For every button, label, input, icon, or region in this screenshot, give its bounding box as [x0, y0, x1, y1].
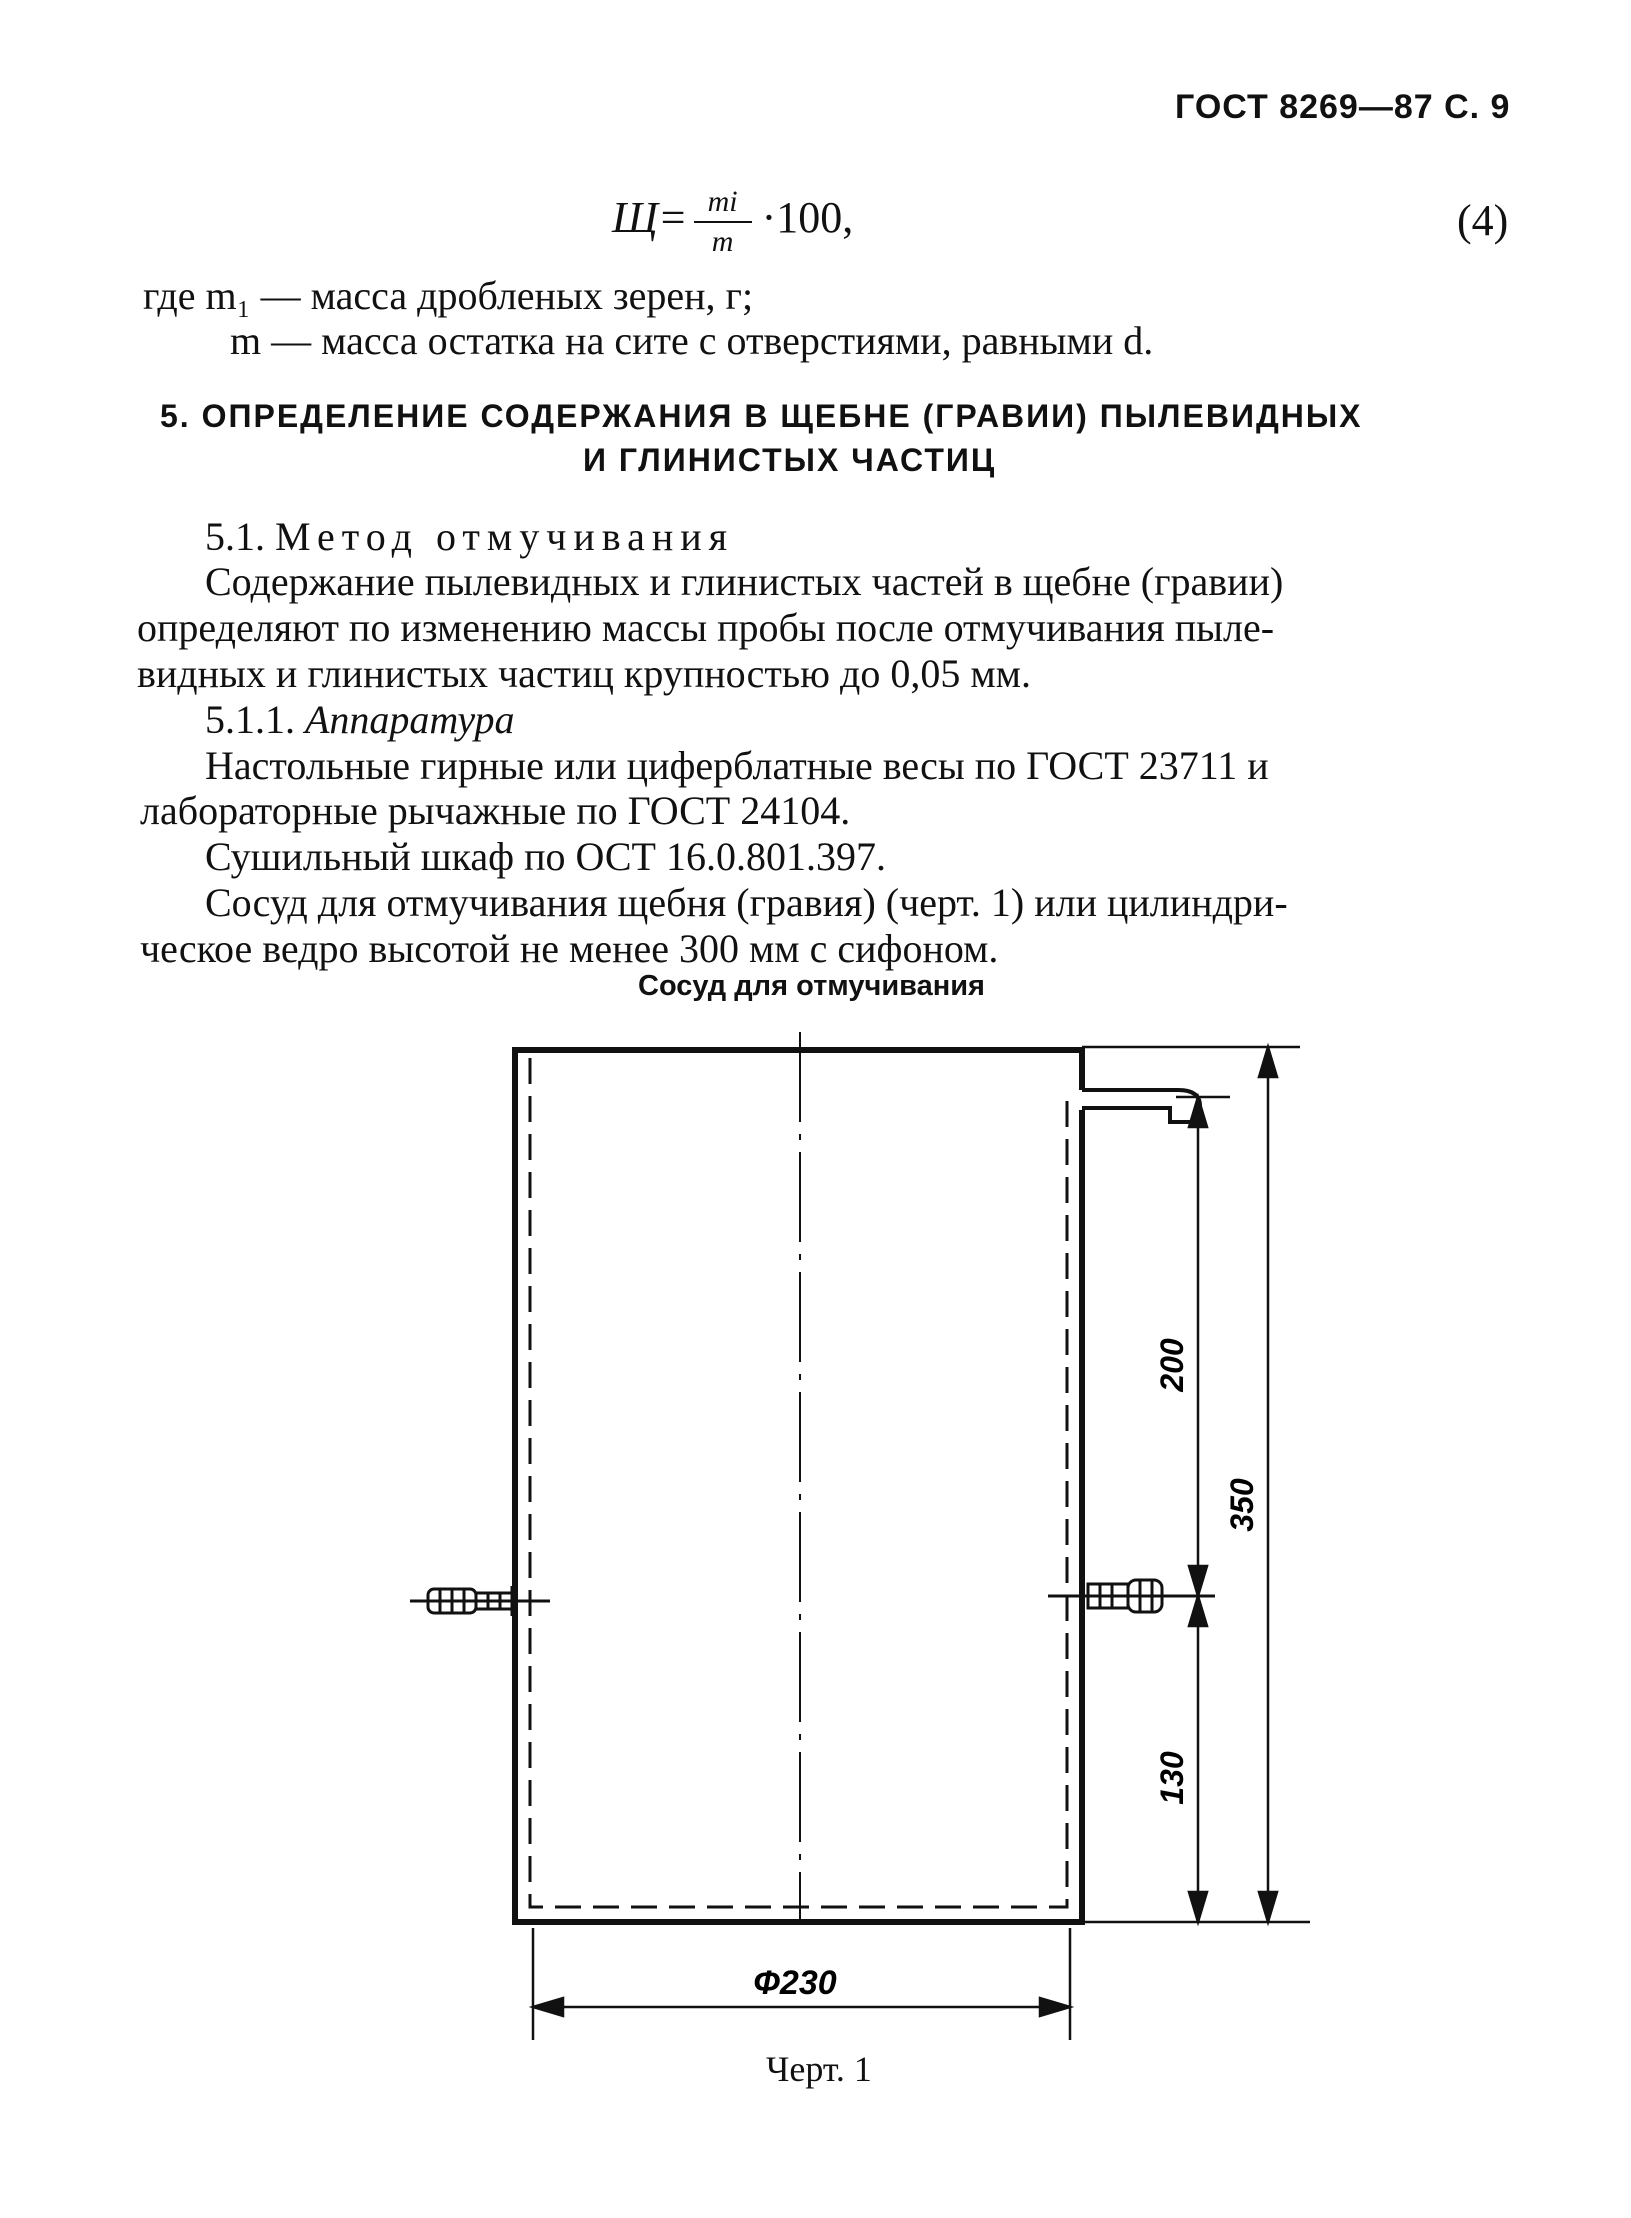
overflow-spout [1082, 1090, 1200, 1122]
equipment-vessel-line1: Сосуд для отмучивания щебня (гравия) (черт. 1) или цилиндри- [205, 880, 1288, 925]
equipment-scales-line2: лабораторные рычажные по ГОСТ 24104. [140, 788, 851, 833]
clause-5-1-1-title: Аппаратура [305, 697, 515, 742]
vessel-inner-wall [530, 1058, 1067, 1907]
definition-m1: где m₁ — масса дробленых зерен, г; [143, 273, 754, 318]
dim-130: 130 [1154, 1751, 1190, 1805]
dim-200: 200 [1154, 1338, 1190, 1392]
equipment-drying-cabinet: Сушильный шкаф по ОСТ 16.0.801.397. [205, 834, 886, 879]
section-title-line2: И ГЛИНИСТЫХ ЧАСТИЦ [583, 442, 997, 478]
equation-number: (4) [1457, 196, 1509, 245]
equipment-vessel-line2: ческое ведро высотой не менее 300 мм с сифоном. [140, 926, 999, 971]
right-drain-nipple [1048, 1580, 1215, 1612]
figure-title: Сосуд для отмучивания [638, 970, 985, 1002]
clause-5-1-text-line2: определяют по изменению массы пробы после отмучивания пыле- [137, 605, 1275, 650]
definition-m: m — масса остатка на сите с отверстиями, равными d. [230, 318, 1154, 363]
clause-5-1-1-number: 5.1.1. [205, 697, 295, 742]
formula-numerator: mi [694, 185, 752, 223]
clause-5-1-title: Метод отмучивания [275, 514, 735, 559]
dim-350: 350 [1224, 1478, 1260, 1532]
figure-caption: Черт. 1 [766, 2049, 872, 2089]
formula-lhs: Щ= [612, 193, 688, 243]
clause-5-1-text-line3: видных и глинистых частиц крупностью до 0,05 мм. [137, 651, 1031, 696]
formula-denominator: m [711, 225, 734, 258]
dimension-lines [533, 1047, 1310, 2040]
equipment-scales-line1: Настольные гирные или циферблатные весы по ГОСТ 23711 и [205, 743, 1269, 788]
clause-5-1-text-line1: Содержание пылевидных и глинистых частей в щебне (гравии) [205, 559, 1284, 604]
formula-rhs: ·100, [761, 193, 854, 243]
dim-diameter: Ф230 [753, 1964, 837, 2002]
clause-5-1-number: 5.1. [205, 514, 265, 559]
page-header: ГОСТ 8269—87 С. 9 [1175, 88, 1511, 126]
vessel-outline [515, 1050, 1082, 1922]
section-title-line1: 5. ОПРЕДЕЛЕНИЕ СОДЕРЖАНИЯ В ЩЕБНЕ (ГРАВИИ) ПЫЛЕВИДНЫХ [160, 398, 1363, 434]
